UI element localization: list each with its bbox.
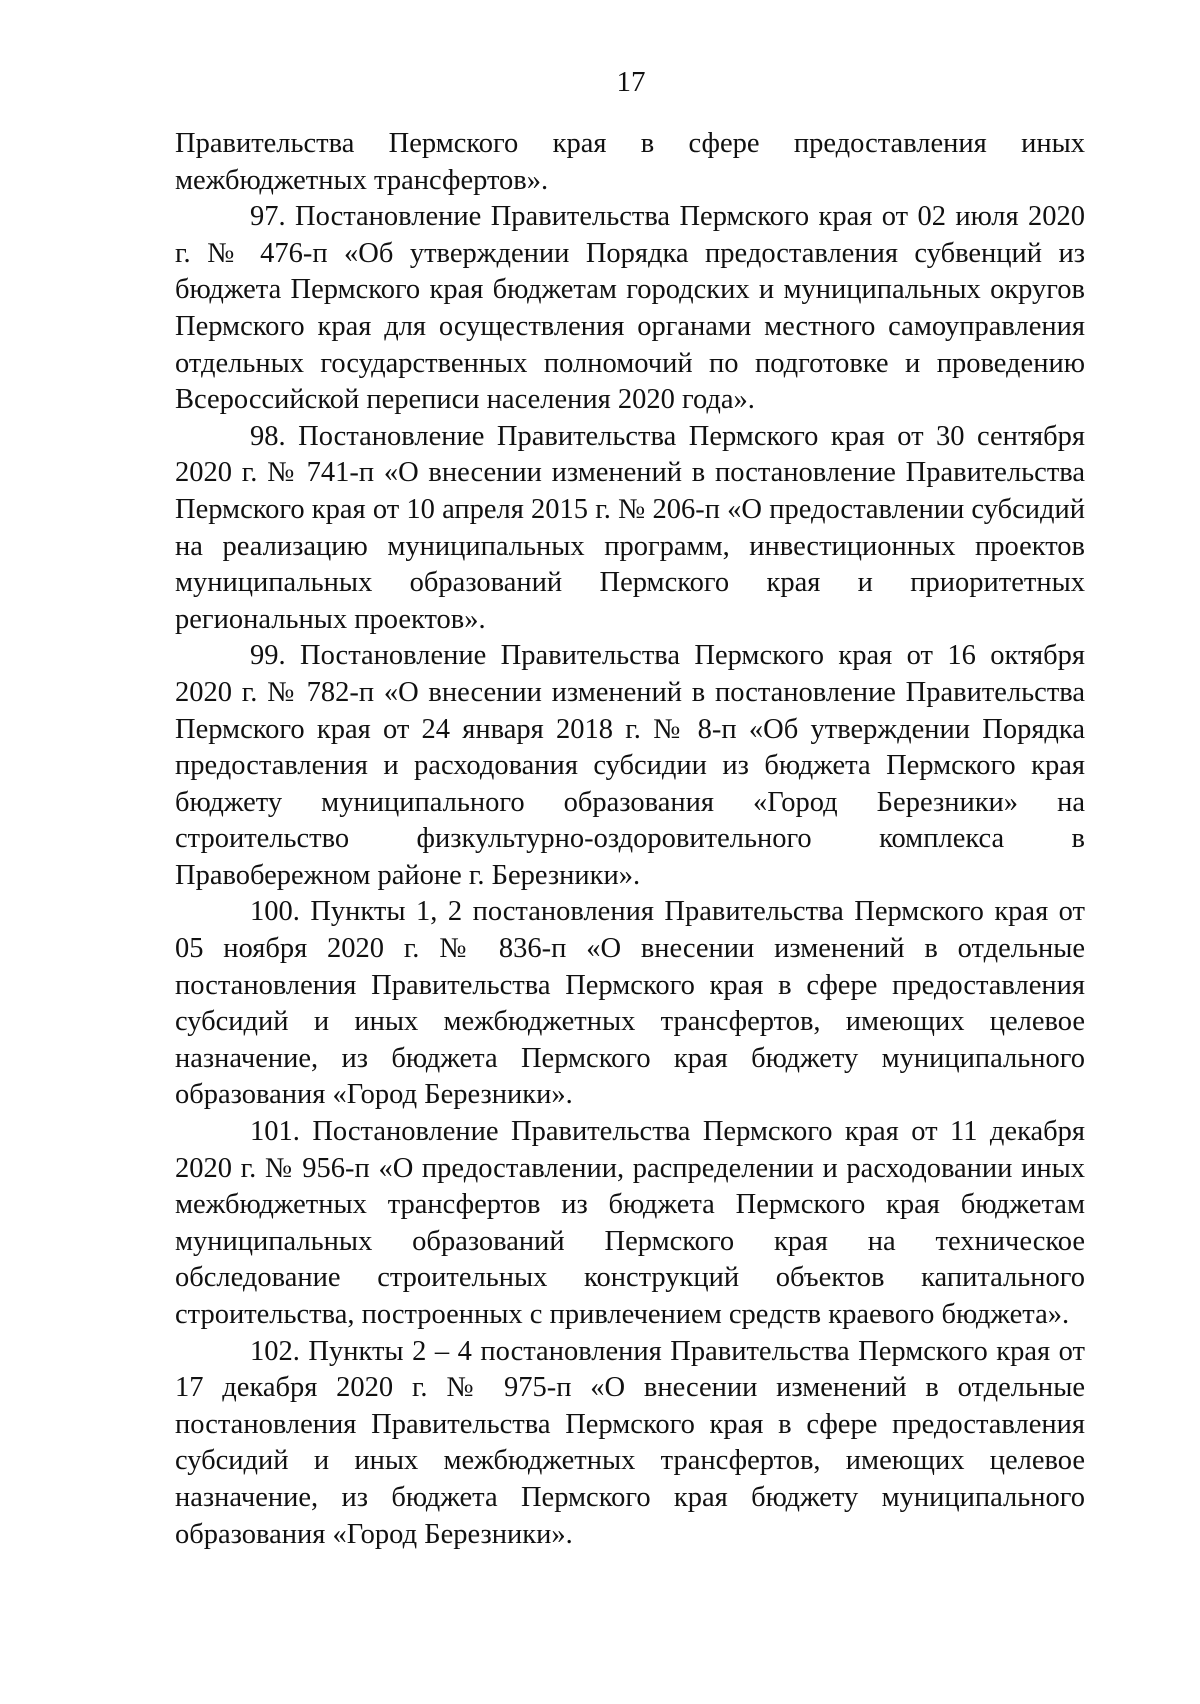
paragraph-item-100: 100. Пункты 1, 2 постановления Правительства Пермского края от 05 ноября 2020 г. № 836-п «О внесении изменений в отдельные постановления Правительства Пермского края в сфере предоставления субсидий и иных межбюджетных трансфертов, имеющих целевое назначение, из бюджета Пермского края бюджету муниципального образования «Город Березники». (175, 896, 1085, 1111)
paragraph-item-102: 102. Пункты 2 – 4 постановления Правительства Пермского края от 17 декабря 2020 г. № 975-п «О внесении изменений в отдельные постановления Правительства Пермского края в сфере предоставления субсидий и иных межбюджетных трансфертов, имеющих целевое назначение, из бюджета Пермского края бюджету муниципального образования «Город Березники». (175, 1335, 1085, 1550)
paragraph-item-99: 99. Постановление Правительства Пермского края от 16 октября 2020 г. № 782-п «О внесении изменений в постановление Правительства Пермского края от 24 января 2018 г. № 8-п «Об утверждении Порядка предоставления и расходования субсидии из бюджета Пермского края бюджету муниципального образования «Город Березники» на строительство физкультурно-оздоровительного комплекса в Правобережном районе г. Березники». (175, 640, 1085, 891)
page-number: 17 (616, 66, 646, 98)
paragraph-item-97: 97. Постановление Правительства Пермского края от 02 июля 2020 г. № 476-п «Об утверждении Порядка предоставления субвенций из бюджета Пермского края бюджетам городских и муниципальных округов Пермского края для осуществления органами местного самоуправления отдельных государственных полномочий по подготовке и проведению Всероссийской переписи населения 2020 года». (175, 201, 1085, 416)
document-body (175, 126, 1085, 1553)
paragraph-item-98: 98. Постановление Правительства Пермского края от 30 сентября 2020 г. № 741-п «О внесении изменений в постановление Правительства Пермского края от 10 апреля 2015 г. № 206-п «О предоставлении субсидий на реализацию муниципальных программ, инвестиционных проектов муниципальных образований Пермского края и приоритетных региональных проектов». (175, 420, 1085, 635)
paragraph-continuation: Правительства Пермского края в сфере предоставления иных межбюджетных трансфертов». (175, 128, 1085, 196)
paragraph-item-101: 101. Постановление Правительства Пермского края от 11 декабря 2020 г. № 956-п «О предоставлении, распределении и расходовании иных межбюджетных трансфертов из бюджета Пермского края бюджетам муниципальных образований Пермского края на техническое обследование строительных конструкций объектов капитального строительства, построенных с привлечением средств краевого бюджета». (175, 1116, 1085, 1330)
